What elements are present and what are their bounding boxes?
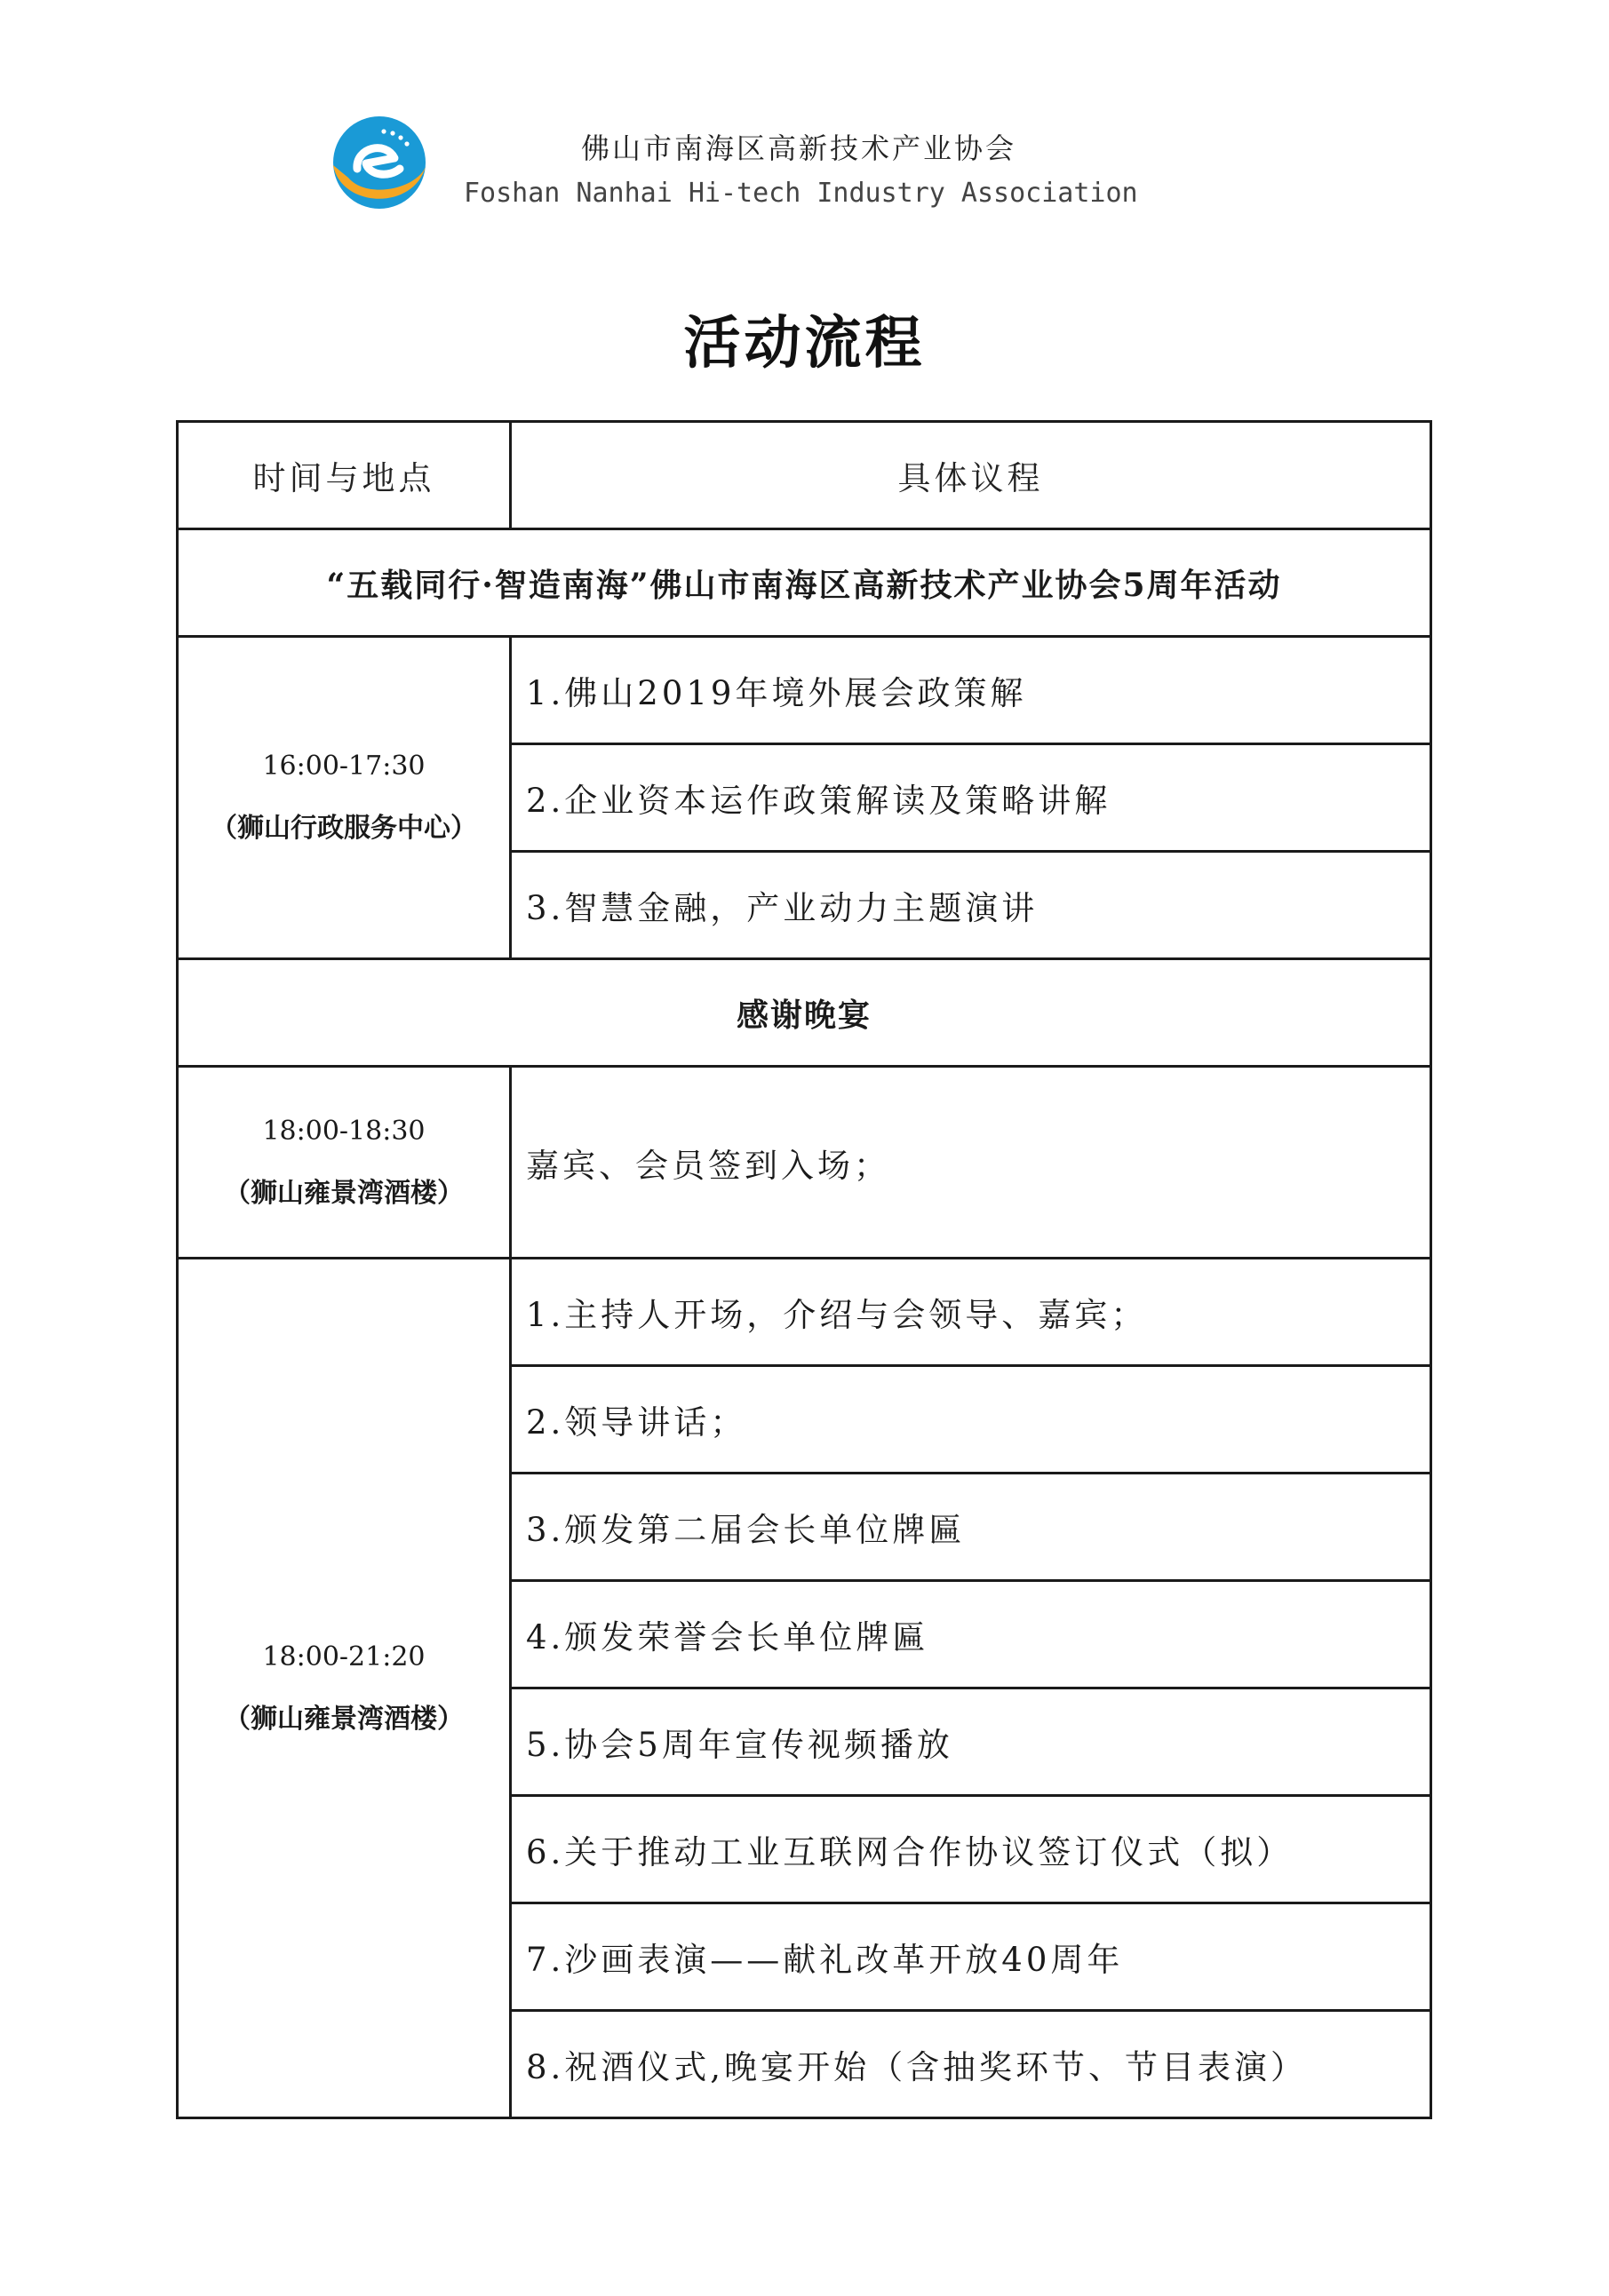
section1-banner: “五载同行·智造南海”佛山市南海区高新技术产业协会5周年活动 [178, 529, 1431, 637]
section-banner-row [178, 529, 1431, 637]
logo-star [398, 135, 402, 139]
agenda-item: 1.主持人开场，介绍与会领导、嘉宾； [511, 1259, 1431, 1366]
agenda-item: 2.领导讲话； [511, 1366, 1431, 1474]
section2-block1-time-location [178, 1067, 511, 1259]
page-title: 活动流程 [683, 310, 926, 377]
table-header-row [178, 422, 1431, 529]
agenda-item: 6.关于推动工业互联网合作协议签订仪式（拟） [511, 1796, 1431, 1903]
section2-block1-time: 18:00-18:30 [262, 1115, 426, 1147]
agenda-item: 7.沙画表演——献礼改革开放40周年 [511, 1903, 1431, 2011]
logo-star [381, 129, 386, 133]
agenda-item: 1.佛山2019年境外展会政策解 [511, 637, 1431, 744]
agenda-item: 嘉宾、会员签到入场； [511, 1067, 1431, 1259]
section2-block2-time-location [178, 1259, 511, 2118]
org-name-cn: 佛山市南海区高新技术产业协会 [581, 131, 1017, 165]
section1-time: 16:00-17:30 [262, 751, 426, 782]
section2-block1-location: （狮山雍景湾酒楼） [224, 1177, 464, 1209]
section1-location: （狮山行政服务中心） [211, 813, 477, 844]
org-name-en: Foshan Nanhai Hi-tech Industry Association [464, 178, 1138, 209]
header-agenda: 具体议程 [511, 422, 1431, 529]
agenda-item: 4.颁发荣誉会长单位牌匾 [511, 1581, 1431, 1688]
agenda-item: 3.颁发第二届会长单位牌匾 [511, 1474, 1431, 1581]
table-row [178, 1259, 1431, 1366]
logo-star [404, 141, 409, 146]
section-banner-row [178, 959, 1431, 1067]
association-logo [331, 114, 428, 211]
section2-banner: 感谢晚宴 [178, 959, 1431, 1067]
schedule-table [176, 420, 1432, 2119]
agenda-item: 3.智慧金融，产业动力主题演讲 [511, 852, 1431, 959]
agenda-item: 8.祝酒仪式,晚宴开始（含抽奖环节、节目表演） [511, 2011, 1431, 2118]
logo-star [390, 131, 394, 135]
agenda-item: 5.协会5周年宣传视频播放 [511, 1688, 1431, 1796]
section2-block2-location: （狮山雍景湾酒楼） [224, 1703, 464, 1735]
table-row [178, 637, 1431, 744]
section1-time-location [178, 637, 511, 959]
agenda-item: 2.企业资本运作政策解读及策略讲解 [511, 744, 1431, 852]
section2-block2-time: 18:00-21:20 [262, 1641, 426, 1672]
header-time-location: 时间与地点 [178, 422, 511, 529]
table-row [178, 1067, 1431, 1259]
